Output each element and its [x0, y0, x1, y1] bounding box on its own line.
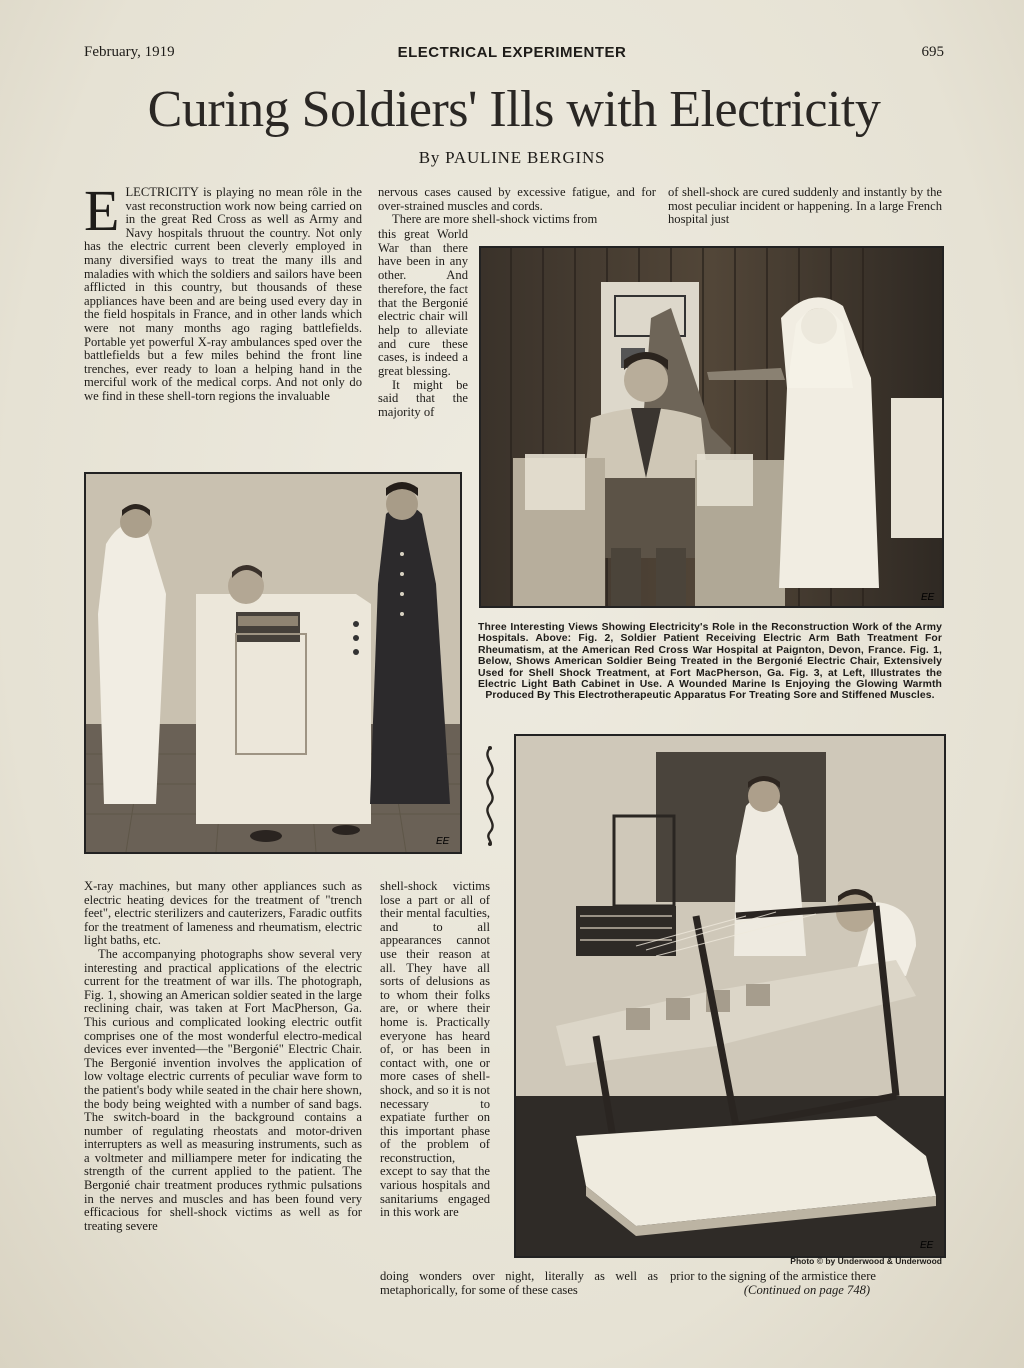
- column-2-narrow: [378, 228, 468, 420]
- article-byline: By PAULINE BERGINS: [418, 148, 606, 167]
- photo-mark-ee-3: EE: [920, 1240, 934, 1251]
- continued-link[interactable]: (Continued on page 748): [743, 1282, 871, 1297]
- photo-mark-ee-2: EE: [436, 836, 450, 847]
- magazine-name: ELECTRICAL EXPERIMENTER: [397, 44, 627, 61]
- column-3-top: [668, 186, 942, 227]
- drop-cap: E: [84, 178, 120, 243]
- decorative-scroll-ornament: [479, 746, 501, 846]
- paragraph-majority: It might be said that the majority of: [378, 377, 468, 420]
- paragraph-lose-faculties: shell-shock victims lose a part or all of their mental faculties, and to all appearances cannot use their reason at all. They have all sorts of delusions as to whom their folks are, or where their home is. Practically everyone has heard of, or has been in contact with, one or more cases of shell-shock, and so it is not necessary to expatiate further on this important phase of the problem of reconstruction, except to say that the various hospitals and sanitariums engaged in this work are: [380, 879, 490, 1220]
- column-1-top: [84, 178, 362, 404]
- paragraph-intro: LECTRICITY is playing no mean rôle in the vast reconstruction work now being carried on in the great Red Cross as well as Army and Navy hospitals thruout the country. Not only has the electric current been cleverly employed in many diversified ways to treat the many ills and maladies with which the soldiers and sailors have been afflicted in this country, but thousands of these appliances have been and are being used every day in the field hospitals in France, and in other lands which were not many months ago raging battlefields. Portable yet powerful X-ray ambulances sped over the battlefields but a few miles behind the front line trenches, ever ready to loan a helping hand in the merciful work of the medical corps. And not only do we find in these shell-torn regions the invaluable: [84, 185, 362, 403]
- photo-mark-ee: EE: [921, 592, 935, 603]
- paragraph-shell-shock-start: There are more shell-shock victims from: [392, 212, 598, 227]
- column-1-bottom: [84, 880, 362, 1233]
- photo-arm-bath: [479, 246, 944, 608]
- page-number: 695: [921, 44, 944, 60]
- issue-date: February, 1919: [84, 44, 175, 60]
- photo-credit: Photo © by Underwood & Underwood: [790, 1256, 942, 1266]
- paragraph-accompanying-photographs: The accompanying photographs show several very interesting and practical applications of the electric current for the treatment of war ills. The photograph, Fig. 1, showing an American soldier seated in the large reclining chair, was taken at Fort MacPherson, Ga. This curious and complicated looking electric outfit comprises one of the most wonderful electro-medical devices ever invented—the "Bergonié" Electric Chair. The Bergonié invention involves the application of low voltage electric currents of peculiar wave form to the patient's body while seated in the chair here shown, the body being weighted with a number of sand bags. The switch-board in the background contains a number of regulating rheostats and motor-driven interrupters as well as measuring instruments, such as a voltmeter and milliampere meter for indicating the strength of the current applied to the patient. The Bergonié chair treatment produces rythmic pulsations in the nerves and muscles and has been found very efficacious for shell-shock victims as well as for treating severe: [84, 946, 362, 1233]
- column-2-final: [380, 1270, 658, 1297]
- photo-caption: Three Interesting Views Showing Electricity's Role in the Reconstruction Work of the Army Hospitals. Above: Fig. 2, Soldier Patient Receiving Electric Arm Bath Treatment For Rheumatism, at the American Red Cross War Hospital at Paignton, Devon, France. Fig. 1, Below, Shows American Soldier Being Treated in the Bergonié Electric Chair, Extensively Used for Shell Shock Treatment, at Fort MacPherson, Ga. Fig. 3, at Left, Illustrates the Electric Light Bath Cabinet in Use. A Wounded Marine Is Enjoying the Glowing Warmth Produced By This Electrotherapeutic Apparatus For Treating Sore and Stiffened Muscles.: [478, 622, 942, 702]
- photo-light-bath-cabinet: [84, 472, 462, 854]
- paragraph-xray-machines: X-ray machines, but many other appliances such as electric heating devices for the treatment of "trench feet", electric sterilizers and cauterizers, Faradic outfits for the treatment of lameness and rheumatism, electric light baths, etc.: [84, 879, 362, 948]
- paragraph-doing-wonders: doing wonders over night, literally as well as metaphorically, for some of these cases: [380, 1269, 658, 1297]
- paragraph-cured-suddenly: of shell-shock are cured suddenly and instantly by the most peculiar incident or happening. In a large French hospital just: [668, 185, 942, 227]
- paragraph-prior-armistice: prior to the signing of the armistice there: [670, 1269, 876, 1283]
- paragraph-nervous-cases: nervous cases caused by excessive fatigue, and for over-strained muscles and cords.: [378, 185, 656, 213]
- paragraph-world-war: this great World War than there have been in any other. And therefore, the fact that the Bergonié electric chair will help to alleviate and cure these cases, is indeed a great blessing.: [378, 227, 468, 379]
- column-2-top: [378, 186, 656, 227]
- article-title: Curing Soldiers' Ills with Electricity: [147, 81, 881, 138]
- column-3-final: [670, 1270, 944, 1297]
- photo-bergonie-image: [516, 736, 944, 1256]
- column-2-bottom: [380, 880, 490, 1220]
- photo-light-bath-image: [86, 474, 460, 852]
- photo-bergonie-chair: [514, 734, 946, 1258]
- photo-arm-bath-image: [481, 248, 942, 606]
